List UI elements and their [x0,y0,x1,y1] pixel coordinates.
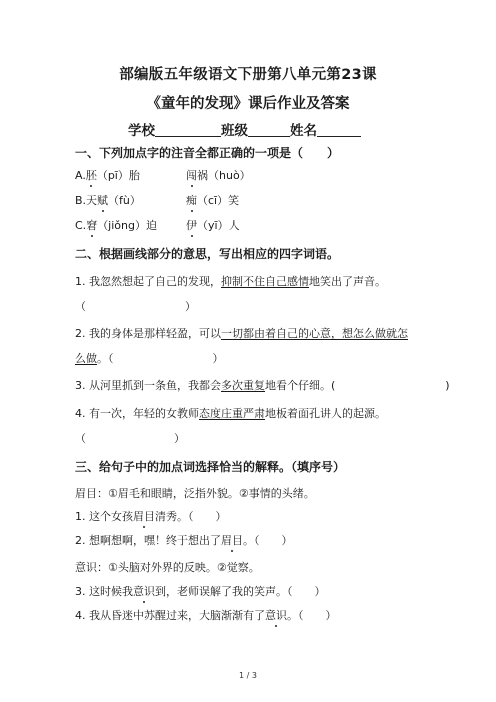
s3-question-1: 1. 这个女孩眉目清秀。（ ） [75,510,227,523]
s2-question-2-cont: 么做。（ ） [75,352,224,365]
option-c-word2: 伊（yī）人 [186,219,240,232]
option-a-word2: 闯祸（huò） [186,169,251,182]
s3-question-3: 3. 这时候我意识到，老师误解了我的笑声。（ ） [75,585,326,598]
s3-question-4: 4. 我从昏迷中苏醒过来，大脑渐渐有了意识。（ ） [75,609,337,622]
dotted-word: 意识 [265,609,287,622]
underlined-phrase: 抑制不住自己感情 [221,275,309,288]
underlined-phrase: 么做 [75,352,97,365]
dotted-word: 意识 [133,585,155,598]
page-number: 1 / 3 [239,671,257,680]
section3-heading: 三、给句子中的加点词选择恰当的解释。（填序号） [75,460,346,474]
school-blank[interactable] [155,122,221,137]
option-a: A.胚（pī）胎 [75,169,140,182]
s2-answer-1[interactable]: （ ） [75,300,196,313]
option-b-word2: 痴（cī）笑 [186,194,240,207]
s3-question-2: 2. 想啊想啊，嘿！终于想出了眉目。（ ） [75,534,293,547]
option-c: C.窘（jiǒng）迫 [75,219,157,232]
dotted-char: 胚 [85,169,97,182]
underlined-phrase: 一切都由着自己的心意，想怎么做就怎 [221,327,408,340]
definition-yishi: 意识：①头脑对外界的反映。②觉察。 [75,561,260,574]
name-label: 姓名 [290,123,317,139]
dotted-char: 窘 [86,219,98,232]
dotted-char: 闯 [186,169,197,182]
dotted-word: 眉目 [133,510,155,523]
section1-heading: 一、下列加点字的注音全都正确的一项是（ ） [75,146,340,160]
document-subtitle: 《童年的发现》课后作业及答案 [146,96,350,112]
option-b: B.天赋（fù） [75,194,141,207]
dotted-char: 伊 [186,219,197,232]
class-label: 班级 [221,123,248,139]
s2-answer-4[interactable]: （ ） [75,432,185,445]
dotted-char: 赋 [97,194,109,207]
section2-heading: 二、根据画线部分的意思，写出相应的四字词语。 [75,247,340,261]
s2-question-4: 4. 有一次，年轻的女教师态度庄重严肃地板着面孔讲人的起源。 [75,407,386,420]
underlined-phrase: 多次重复 [221,379,265,392]
document-title: 部编版五年级语文下册第八单元第23课 [119,67,377,83]
definition-meimu: 眉目：①眉毛和眼睛，泛指外貌。②事情的头绪。 [75,487,315,500]
underlined-phrase: 态度庄重严肃 [199,407,265,420]
student-info-line [128,119,361,139]
school-label: 学校 [128,123,155,139]
dotted-word: 眉目 [221,534,243,547]
s2-question-3: 3. 从河里抓到一条鱼，我都会多次重复地看个仔细。( ) [75,379,450,392]
s2-question-2: 2. 我的身体是那样轻盈，可以一切都由着自己的心意，想怎么做就怎 [75,327,408,340]
s2-question-1: 1. 我忽然想起了自己的发现，抑制不住自己感情地笑出了声音。 [75,275,386,288]
class-blank[interactable] [248,122,290,137]
dotted-char: 痴 [186,194,197,207]
name-blank[interactable] [317,122,361,137]
